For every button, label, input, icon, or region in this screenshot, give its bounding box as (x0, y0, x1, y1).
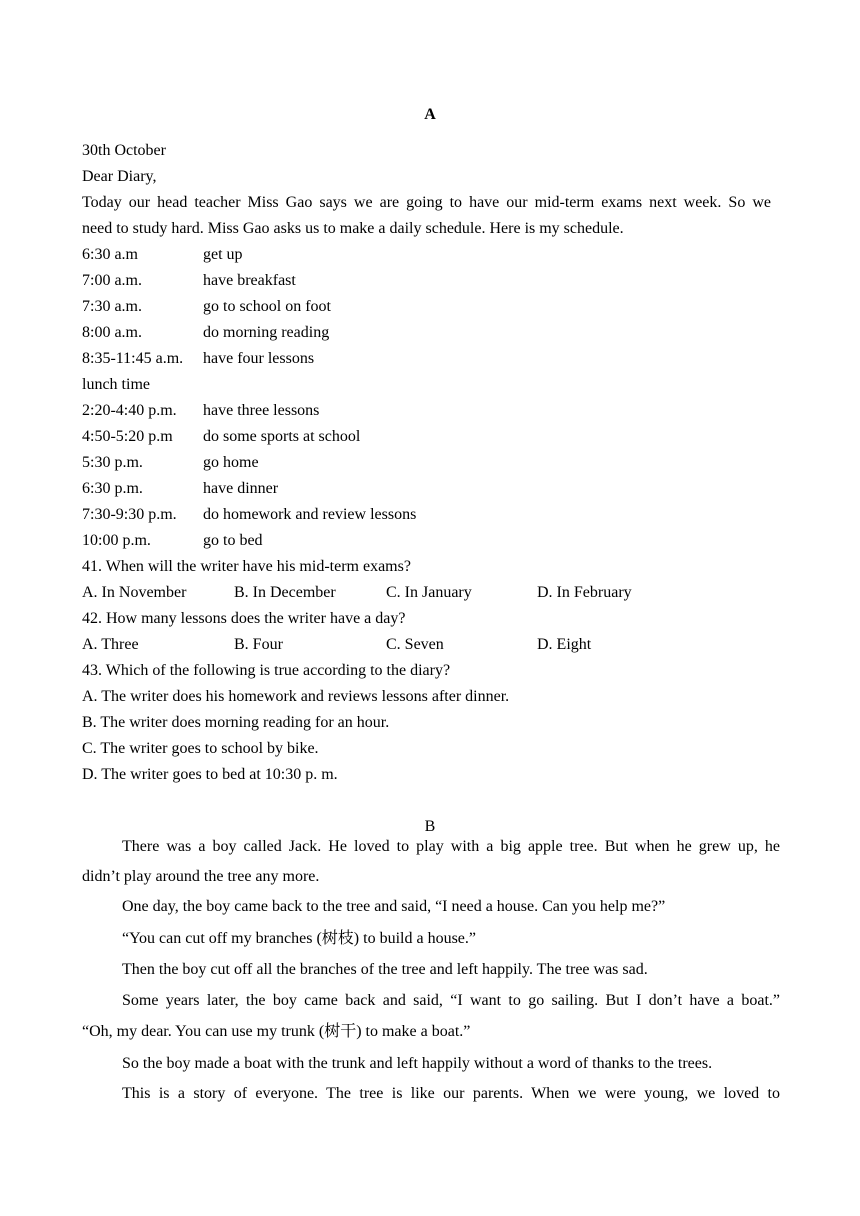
section-b-heading: B (424, 818, 436, 835)
q41-option-d: D. In February (537, 584, 632, 601)
schedule-time: 6:30 p.m. (82, 480, 143, 497)
schedule-time: 8:00 a.m. (82, 324, 142, 341)
schedule-activity: go to school on foot (203, 298, 331, 315)
schedule-activity: do morning reading (203, 324, 330, 341)
q41-option-a: A. In November (82, 584, 187, 601)
story-p2: One day, the boy came back to the tree and said, “I need a house. Can you help me?” (122, 898, 666, 915)
q43-option-a: A. The writer does his homework and reviews lessons after dinner. (82, 688, 510, 705)
schedule-time: 7:00 a.m. (82, 272, 142, 289)
schedule-activity: have dinner (203, 480, 279, 497)
schedule-time: 8:35-11:45 a.m. (82, 350, 184, 367)
schedule-time: 7:30-9:30 p.m. (82, 506, 177, 523)
q42-option-a: A. Three (82, 636, 139, 653)
schedule-activity: have breakfast (203, 272, 296, 289)
question-42: 42. How many lessons does the writer have a day? (82, 610, 406, 627)
schedule-time: 5:30 p.m. (82, 454, 143, 471)
story-p5-line-1: Some years later, the boy came back and said, “I want to go sailing. But I don’t have a boat.” (122, 992, 780, 1009)
diary-date: 30th October (82, 142, 166, 159)
q41-option-c: C. In January (386, 584, 472, 601)
story-p1-line-1: There was a boy called Jack. He loved to play with a big apple tree. But when he grew up, he (122, 838, 780, 855)
schedule-activity: do homework and review lessons (203, 506, 417, 523)
schedule-time: 6:30 a.m (82, 246, 138, 263)
diary-intro-line-1: Today our head teacher Miss Gao says we are going to have our mid-term exams next week. So we (82, 194, 771, 211)
schedule-time: 4:50-5:20 p.m (82, 428, 173, 445)
story-p7-line-1: This is a story of everyone. The tree is like our parents. When we were young, we loved to (122, 1085, 780, 1102)
schedule-activity: get up (203, 246, 243, 263)
q43-option-d: D. The writer goes to bed at 10:30 p. m. (82, 766, 338, 783)
schedule-time: 10:00 p.m. (82, 532, 151, 549)
diary-greeting: Dear Diary, (82, 168, 157, 185)
q42-option-b: B. Four (234, 636, 283, 653)
q42-option-c: C. Seven (386, 636, 444, 653)
schedule-activity: go home (203, 454, 259, 471)
question-43: 43. Which of the following is true according to the diary? (82, 662, 451, 679)
diary-intro-line-2: need to study hard. Miss Gao asks us to make a daily schedule. Here is my schedule. (82, 220, 624, 237)
schedule-activity: go to bed (203, 532, 263, 549)
q43-option-c: C. The writer goes to school by bike. (82, 740, 319, 757)
schedule-activity: do some sports at school (203, 428, 361, 445)
schedule-activity: have three lessons (203, 402, 320, 419)
schedule-time: 7:30 a.m. (82, 298, 142, 315)
story-p1-line-2: didn’t play around the tree any more. (82, 868, 320, 885)
section-a-heading: A (424, 106, 436, 123)
story-p5-line-2: “Oh, my dear. You can use my trunk (树干) to make a boat.” (82, 1023, 471, 1040)
question-41: 41. When will the writer have his mid-term exams? (82, 558, 411, 575)
story-p3: “You can cut off my branches (树枝) to build a house.” (122, 930, 477, 947)
q41-option-b: B. In December (234, 584, 336, 601)
q43-option-b: B. The writer does morning reading for an hour. (82, 714, 390, 731)
schedule-activity: have four lessons (203, 350, 315, 367)
q42-option-d: D. Eight (537, 636, 592, 653)
schedule-time: 2:20-4:40 p.m. (82, 402, 177, 419)
schedule-time: lunch time (82, 376, 150, 393)
story-p6: So the boy made a boat with the trunk and left happily without a word of thanks to the trees. (122, 1055, 713, 1072)
story-p4: Then the boy cut off all the branches of the tree and left happily. The tree was sad. (122, 961, 648, 978)
